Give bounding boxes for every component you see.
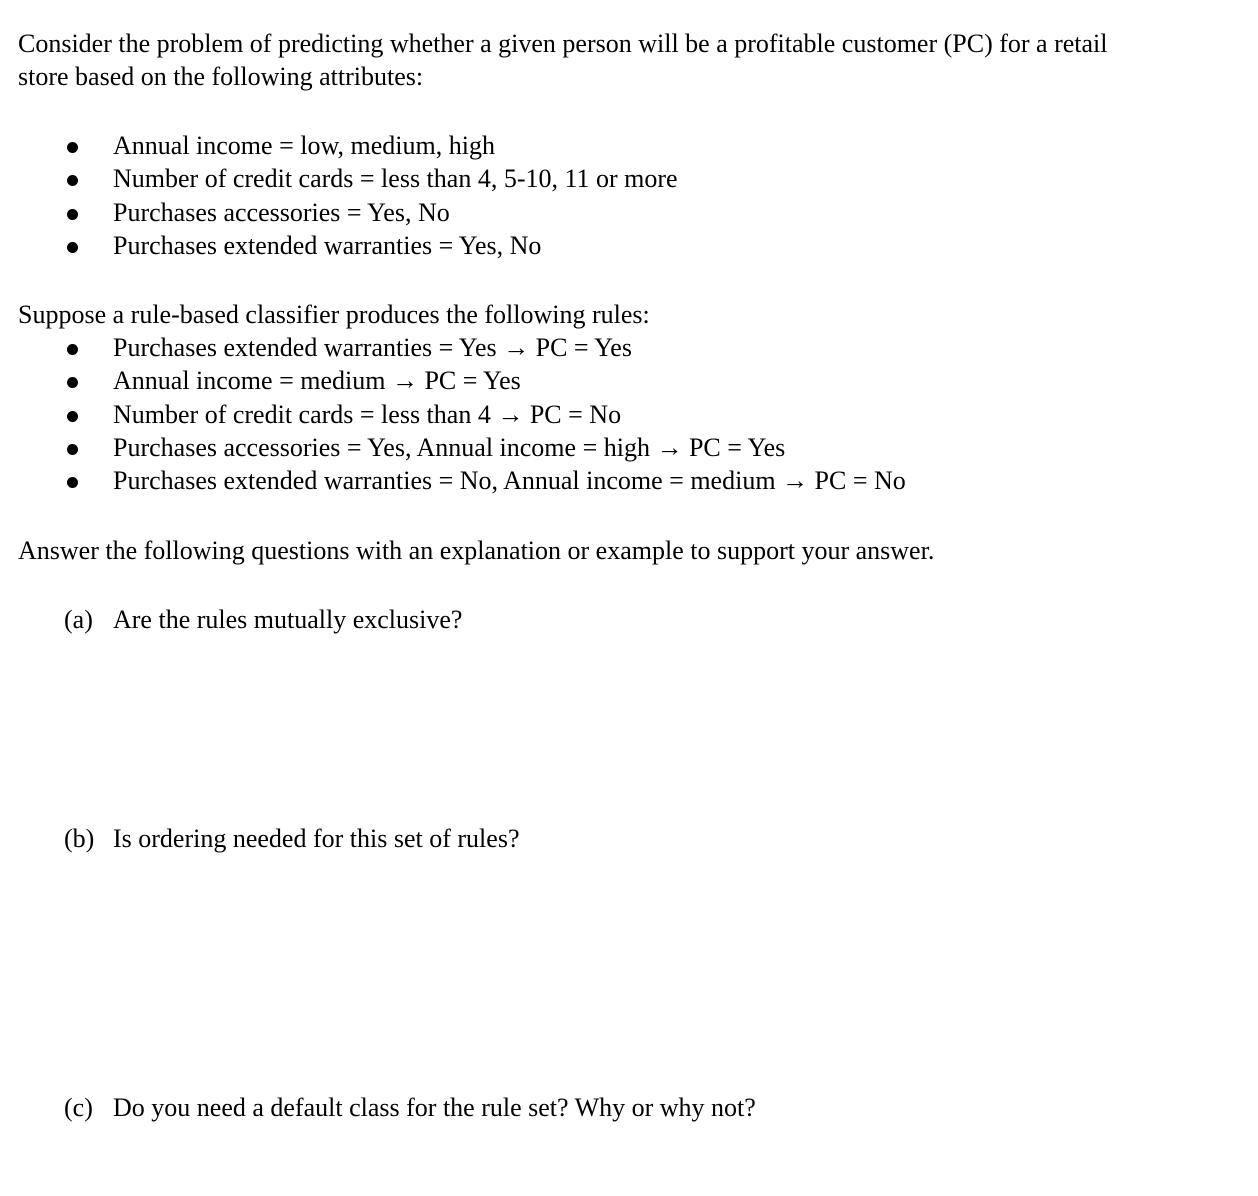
- instructions: Answer the following questions with an explanation or example to support your answer.: [18, 536, 935, 565]
- question-a: [64, 603, 462, 636]
- bullet-icon: [67, 444, 78, 455]
- rules-intro: Suppose a rule-based classifier produces the following rules:: [18, 300, 650, 329]
- bullet-icon: [67, 175, 78, 186]
- bullet-icon: [67, 209, 78, 220]
- question-c: [64, 1091, 756, 1124]
- question-label: (b): [64, 824, 95, 853]
- bullet-icon: [67, 142, 78, 153]
- bullet-icon: [67, 242, 78, 253]
- question-b: [64, 822, 519, 855]
- bullet-icon: [67, 344, 78, 355]
- intro-paragraph: [18, 27, 1108, 93]
- bullet-icon: [67, 411, 78, 422]
- intro-line-2: store based on the following attributes:: [18, 62, 424, 91]
- question-text: Do you need a default class for the rule set? Why or why not?: [113, 1093, 756, 1122]
- question-label: (c): [64, 1093, 93, 1122]
- bullet-icon: [67, 377, 78, 388]
- bullet-icon: [67, 477, 78, 488]
- question-text: Are the rules mutually exclusive?: [113, 605, 463, 634]
- question-label: (a): [64, 605, 93, 634]
- intro-line-1: Consider the problem of predicting whether a given person will be a profitable customer (PC) for a retail: [18, 29, 1108, 58]
- question-text: Is ordering needed for this set of rules?: [113, 824, 520, 853]
